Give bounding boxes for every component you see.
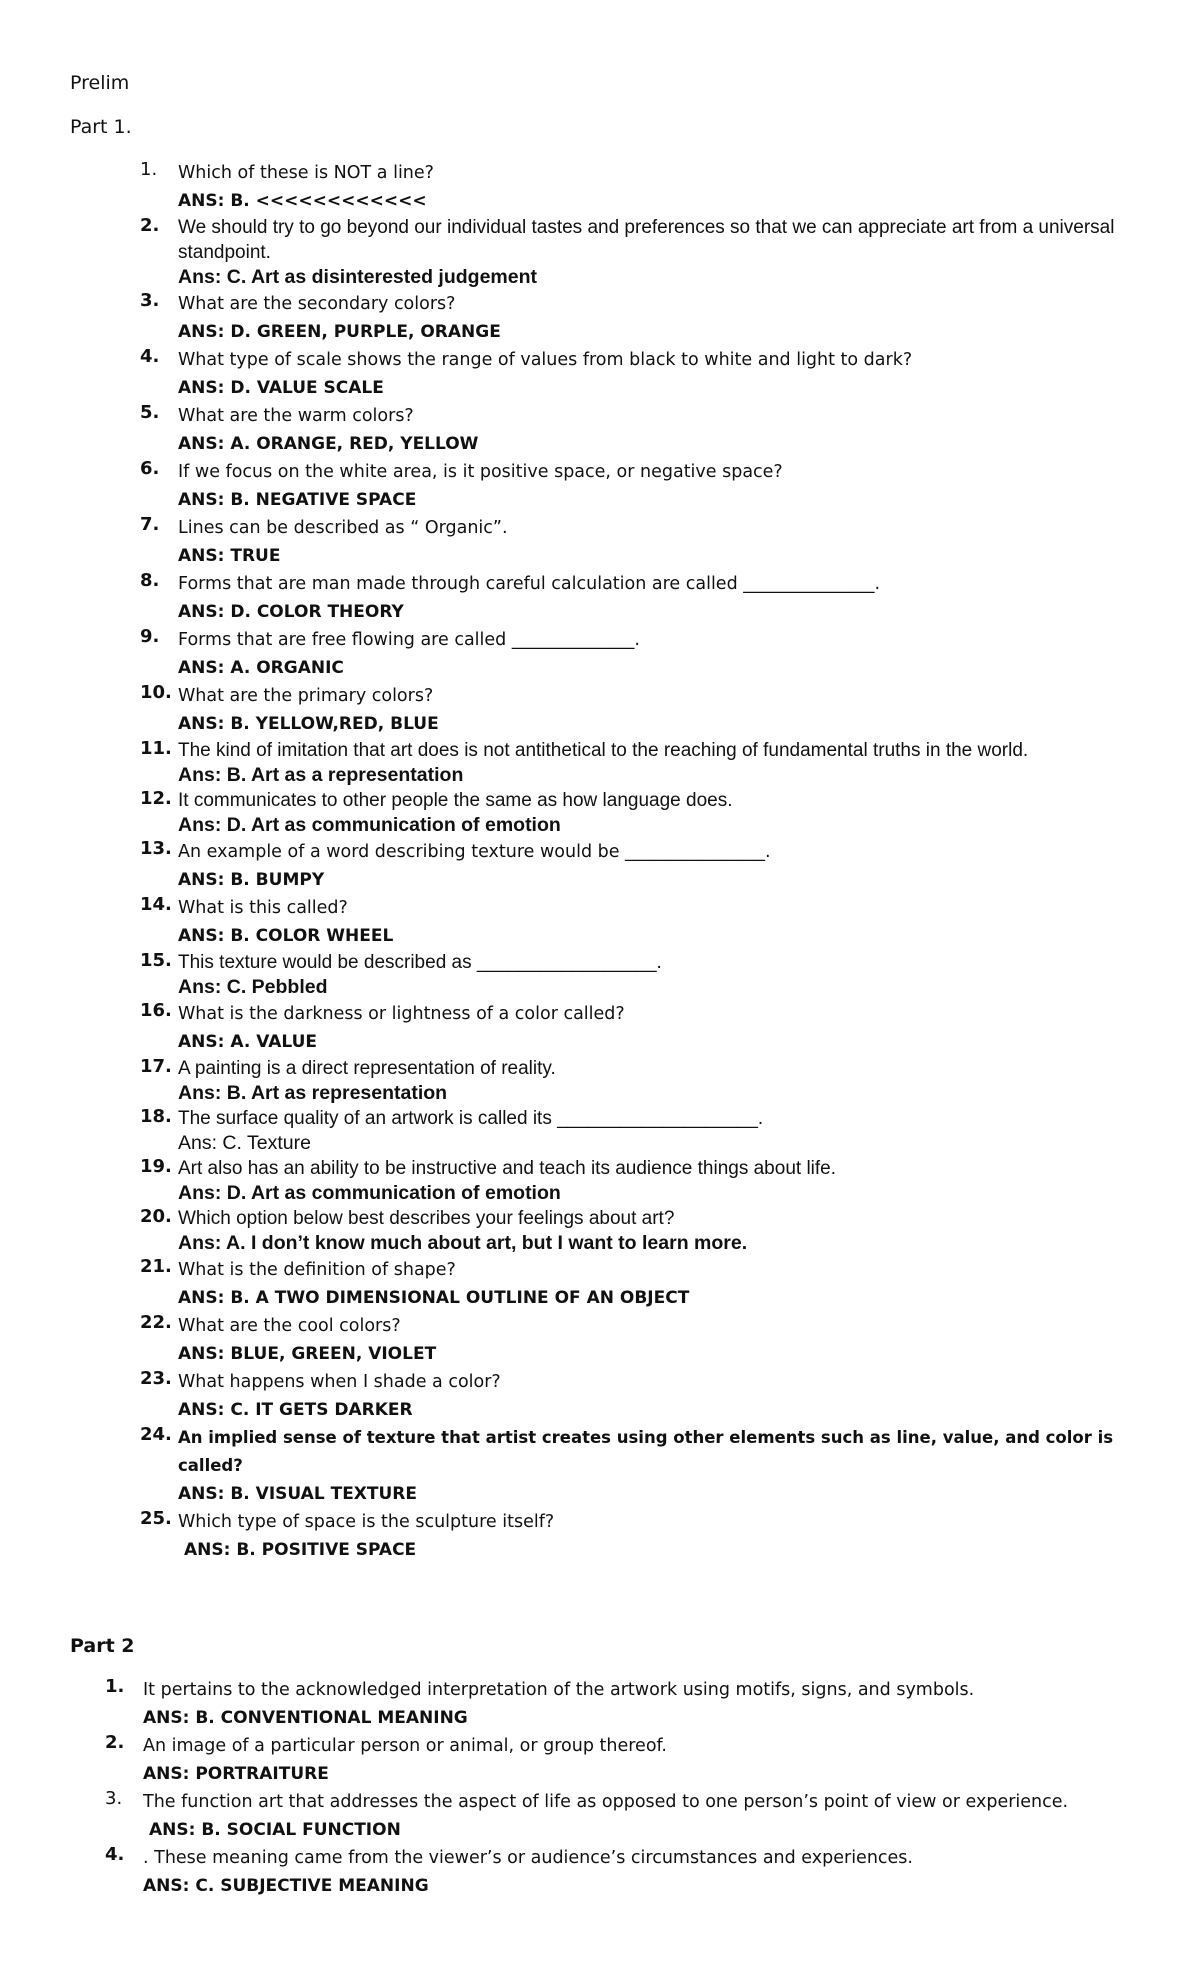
question-item xyxy=(140,1000,1150,1056)
question-number: 22. xyxy=(140,1312,172,1333)
question-text: What is this called? xyxy=(178,898,348,918)
question-text: Forms that are man made through careful calculation are called _______________. xyxy=(178,574,881,594)
question-text: What type of scale shows the range of values from black to white and light to dark? xyxy=(178,350,913,370)
answer-text: ANS: D. VALUE SCALE xyxy=(178,378,384,398)
answer-text: ANS: C. SUBJECTIVE MEANING xyxy=(143,1876,429,1896)
question-number: 9. xyxy=(140,626,160,647)
question-item xyxy=(140,159,1150,215)
question-number: 19. xyxy=(140,1156,172,1177)
answer-text: Ans: A. I don’t know much about art, but I want to learn more. xyxy=(178,1232,748,1254)
answer-text: ANS: B. COLOR WHEEL xyxy=(178,926,394,946)
question-item xyxy=(140,215,1150,290)
part1-question-list xyxy=(140,159,1150,1564)
question-text: Lines can be described as “ Organic”. xyxy=(178,518,508,538)
answer-text: ANS: B. A TWO DIMENSIONAL OUTLINE OF AN OBJECT xyxy=(178,1288,690,1308)
question-text: The surface quality of an artwork is called its ___________________. xyxy=(178,1108,764,1129)
question-text: What is the darkness or lightness of a color called? xyxy=(178,1004,625,1024)
answer-text: ANS: A. VALUE xyxy=(178,1032,317,1052)
answer-text: Ans: D. Art as communication of emotion xyxy=(178,1182,561,1204)
question-item xyxy=(140,1056,1150,1106)
question-text: Art also has an ability to be instructive and teach its audience things about life. xyxy=(178,1158,837,1179)
question-number: 5. xyxy=(140,402,160,423)
question-number: 14. xyxy=(140,894,172,915)
question-text: An example of a word describing texture would be ________________. xyxy=(178,842,771,862)
question-item xyxy=(140,1206,1150,1256)
answer-text: Ans: B. Art as a representation xyxy=(178,764,464,786)
answer-text: ANS: D. COLOR THEORY xyxy=(178,602,404,622)
question-number: 6. xyxy=(140,458,160,479)
question-text: What is the definition of shape? xyxy=(178,1260,456,1280)
question-number: 4. xyxy=(140,346,160,367)
question-text: An implied sense of texture that artist creates using other elements such as line, value, and color is called? xyxy=(178,1428,1114,1475)
question-text: It communicates to other people the same as how language does. xyxy=(178,790,733,811)
question-number: 1. xyxy=(105,1676,125,1697)
question-number: 24. xyxy=(140,1424,172,1445)
question-text: This texture would be described as _________________. xyxy=(178,952,662,973)
question-item xyxy=(140,346,1150,402)
question-item xyxy=(140,1368,1150,1424)
question-item xyxy=(140,514,1150,570)
question-item xyxy=(140,290,1150,346)
question-text: Which option below best describes your feelings about art? xyxy=(178,1208,675,1229)
answer-text: ANS: A. ORGANIC xyxy=(178,658,344,678)
question-item xyxy=(140,788,1150,838)
question-text: We should try to go beyond our individual tastes and preferences so that we can appreciate art from a universal standpoint. xyxy=(178,217,1115,263)
question-item xyxy=(105,1676,1150,1732)
part2-question-list xyxy=(105,1676,1150,1900)
question-text: It pertains to the acknowledged interpretation of the artwork using motifs, signs, and symbols. xyxy=(143,1680,975,1700)
answer-text: Ans: C. Texture xyxy=(178,1132,311,1154)
question-number: 2. xyxy=(105,1732,125,1753)
answer-text: ANS: B. NEGATIVE SPACE xyxy=(178,490,417,510)
question-item xyxy=(140,682,1150,738)
question-number: 13. xyxy=(140,838,172,859)
question-number: 3. xyxy=(105,1788,123,1809)
question-item xyxy=(140,1256,1150,1312)
question-item xyxy=(140,570,1150,626)
answer-text: ANS: B. CONVENTIONAL MEANING xyxy=(143,1708,468,1728)
question-item xyxy=(140,738,1150,788)
answer-text: ANS: B. YELLOW,RED, BLUE xyxy=(178,714,439,734)
question-text: What are the cool colors? xyxy=(178,1316,401,1336)
answer-text: Ans: D. Art as communication of emotion xyxy=(178,814,561,836)
question-number: 3. xyxy=(140,290,160,311)
question-number: 7. xyxy=(140,514,160,535)
answer-text: ANS: PORTRAITURE xyxy=(143,1764,329,1784)
question-text: An image of a particular person or animal, or group thereof. xyxy=(143,1736,667,1756)
question-number: 1. xyxy=(140,159,158,180)
answer-text: ANS: B. SOCIAL FUNCTION xyxy=(149,1820,401,1840)
question-item xyxy=(140,894,1150,950)
question-number: 18. xyxy=(140,1106,172,1127)
question-item xyxy=(105,1732,1150,1788)
answer-text: ANS: D. GREEN, PURPLE, ORANGE xyxy=(178,322,501,342)
question-item xyxy=(140,626,1150,682)
question-number: 2. xyxy=(140,215,160,236)
question-number: 23. xyxy=(140,1368,172,1389)
answer-text: ANS: BLUE, GREEN, VIOLET xyxy=(178,1344,437,1364)
question-number: 4. xyxy=(105,1844,125,1865)
question-item xyxy=(140,1312,1150,1368)
question-text: What are the primary colors? xyxy=(178,686,434,706)
question-number: 17. xyxy=(140,1056,172,1077)
question-number: 12. xyxy=(140,788,172,809)
question-item xyxy=(105,1788,1150,1844)
question-text: The kind of imitation that art does is not antithetical to the reaching of fundamental truths in the world. xyxy=(178,740,1029,761)
part1-heading: Part 1. xyxy=(70,116,132,138)
question-item xyxy=(140,1424,1150,1508)
question-number: 16. xyxy=(140,1000,172,1021)
question-number: 21. xyxy=(140,1256,172,1277)
answer-text: ANS: C. IT GETS DARKER xyxy=(178,1400,413,1420)
answer-text: Ans: B. Art as representation xyxy=(178,1082,448,1104)
question-number: 25. xyxy=(140,1508,172,1529)
question-item xyxy=(140,1156,1150,1206)
question-text: The function art that addresses the aspect of life as opposed to one person’s point of view or experience. xyxy=(143,1792,1069,1812)
question-text: What happens when I shade a color? xyxy=(178,1372,501,1392)
question-text: . These meaning came from the viewer’s or audience’s circumstances and experiences. xyxy=(143,1848,913,1868)
question-text: A painting is a direct representation of reality. xyxy=(178,1058,556,1079)
answer-text: ANS: TRUE xyxy=(178,546,281,566)
question-number: 15. xyxy=(140,950,172,971)
question-text: If we focus on the white area, is it positive space, or negative space? xyxy=(178,462,783,482)
question-text: Which type of space is the sculpture itself? xyxy=(178,1512,555,1532)
question-item xyxy=(140,838,1150,894)
question-number: 11. xyxy=(140,738,172,759)
question-item xyxy=(140,458,1150,514)
question-item xyxy=(140,1508,1150,1564)
answer-text: ANS: B. BUMPY xyxy=(178,870,325,890)
question-number: 10. xyxy=(140,682,172,703)
question-text: Forms that are free flowing are called ______________. xyxy=(178,630,640,650)
question-text: Which of these is NOT a line? xyxy=(178,163,434,183)
document-title: Prelim xyxy=(70,72,130,94)
question-text: What are the secondary colors? xyxy=(178,294,456,314)
answer-text: ANS: B. POSITIVE SPACE xyxy=(184,1540,417,1560)
question-item xyxy=(105,1844,1150,1900)
question-number: 20. xyxy=(140,1206,172,1227)
question-number: 8. xyxy=(140,570,160,591)
answer-text: ANS: A. ORANGE, RED, YELLOW xyxy=(178,434,479,454)
answer-text: Ans: C. Art as disinterested judgement xyxy=(178,266,538,288)
part2-heading: Part 2 xyxy=(70,1635,135,1657)
answer-text: ANS: B. VISUAL TEXTURE xyxy=(178,1484,418,1504)
answer-text: Ans: C. Pebbled xyxy=(178,976,328,998)
question-item xyxy=(140,1106,1150,1156)
answer-text: ANS: B. <<<<<<<<<<<< xyxy=(178,191,427,211)
question-item xyxy=(140,402,1150,458)
question-text: What are the warm colors? xyxy=(178,406,414,426)
question-item xyxy=(140,950,1150,1000)
